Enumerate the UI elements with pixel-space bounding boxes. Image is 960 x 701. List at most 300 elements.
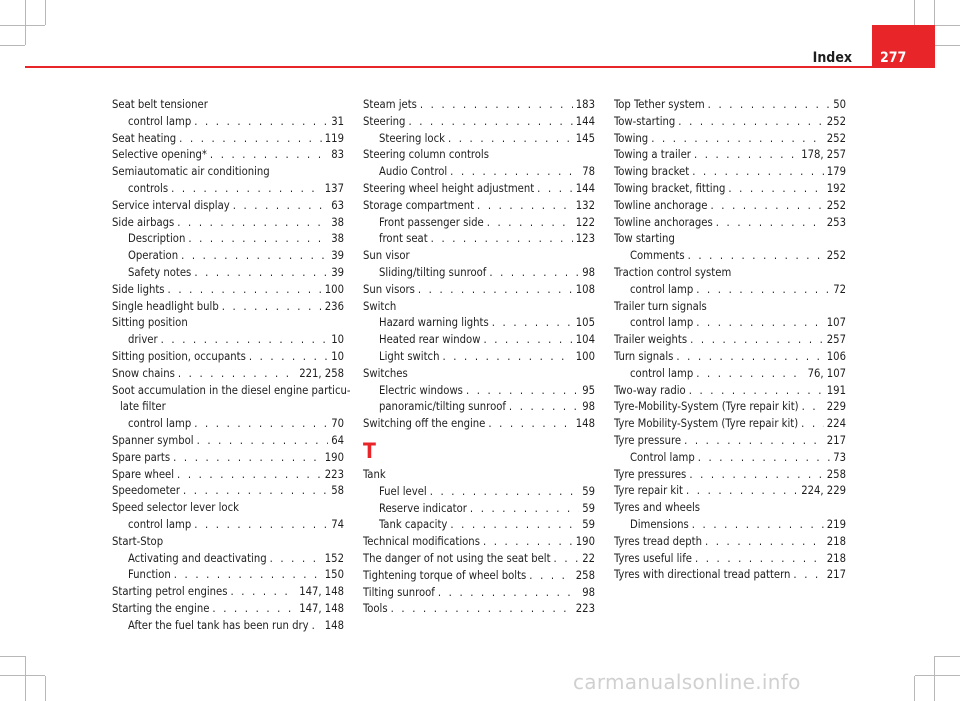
index-column-3 <box>614 97 846 584</box>
entry-term: Tools <box>363 602 388 616</box>
entry-term: Audio Control <box>379 165 448 179</box>
entry-term: panoramic/tilting sunroof <box>379 400 506 414</box>
entry-page-ref[interactable]: 119 <box>324 131 344 145</box>
dot-leader <box>438 585 579 602</box>
dot-leader <box>689 467 823 484</box>
header-rule <box>25 66 935 68</box>
entry-term: Activating and deactivating <box>128 551 267 565</box>
index-entry <box>112 349 344 366</box>
entry-term: Operation <box>128 249 179 263</box>
entry-page-ref[interactable]: 50 <box>833 98 846 111</box>
index-entry <box>614 433 846 450</box>
entry-term: Tyre repair kit <box>614 484 683 498</box>
dot-leader <box>688 248 824 265</box>
index-heading: Semiautomatic air conditioning <box>112 165 270 179</box>
index-subentry <box>363 501 595 518</box>
index-subentry <box>112 231 344 248</box>
index-subentry <box>363 332 595 349</box>
dot-leader <box>651 131 824 148</box>
index-entry <box>363 534 595 551</box>
dot-leader <box>537 181 573 198</box>
index-subentry <box>112 416 344 433</box>
entry-page-ref[interactable]: 252 <box>826 114 846 128</box>
dot-leader <box>177 467 322 484</box>
dot-leader <box>174 567 322 584</box>
dot-leader <box>222 299 322 316</box>
index-entry <box>614 483 846 500</box>
dot-leader <box>197 433 329 450</box>
dot-leader <box>802 399 824 416</box>
index-entry <box>614 131 846 148</box>
dot-leader <box>692 517 824 534</box>
entry-term: Tow-starting <box>614 114 676 128</box>
entry-term: Description <box>128 232 186 246</box>
entry-page-ref[interactable]: 74 <box>331 517 344 531</box>
entry-term: Storage compartment <box>363 198 475 212</box>
entry-term: controls <box>128 181 169 195</box>
entry-page-ref[interactable]: 31 <box>331 114 344 128</box>
entry-page-ref[interactable]: 223 <box>575 602 595 616</box>
index-entry <box>614 114 846 131</box>
index-heading: Start-Stop <box>112 534 164 548</box>
section-title: Index <box>812 50 852 66</box>
crop-mark <box>0 675 45 676</box>
crop-mark <box>914 676 915 701</box>
entry-page-ref[interactable]: 122 <box>575 215 595 229</box>
entry-page-ref[interactable]: 132 <box>575 198 595 212</box>
entry-term: Steam jets <box>363 98 417 111</box>
entry-page-ref[interactable]: 59 <box>582 501 595 515</box>
index-entry <box>614 416 846 433</box>
entry-page-ref[interactable]: 98 <box>582 265 595 279</box>
entry-page-ref[interactable]: 108 <box>575 282 595 296</box>
index-subentry <box>363 215 595 232</box>
index-entry <box>363 114 595 131</box>
entry-page-ref[interactable]: 10 <box>331 333 344 347</box>
entry-term: Top Tether system <box>614 98 705 111</box>
index-entry <box>112 450 344 467</box>
dot-leader <box>312 618 322 635</box>
dot-leader <box>676 349 823 366</box>
entry-page-ref[interactable]: 58 <box>331 484 344 498</box>
index-subentry <box>363 131 595 148</box>
index-heading: Tank <box>363 467 386 481</box>
dot-leader <box>194 416 328 433</box>
entry-term: Electric windows <box>379 383 463 397</box>
crop-mark <box>25 656 26 701</box>
entry-page-ref[interactable]: 178, 257 <box>801 148 846 162</box>
entry-term: Control lamp <box>630 450 695 464</box>
entry-term: Safety notes <box>128 265 192 279</box>
crop-mark <box>914 0 915 25</box>
crop-mark <box>935 45 960 46</box>
entry-page-ref[interactable]: 10 <box>331 349 344 363</box>
dot-leader <box>420 97 573 114</box>
entry-term: Starting the engine <box>112 601 210 615</box>
entry-term: Function <box>128 568 171 582</box>
dot-leader <box>483 332 572 349</box>
entry-term: control lamp <box>630 366 694 380</box>
entry-term: Dimensions <box>630 517 689 531</box>
entry-page-ref[interactable]: 252 <box>826 131 846 145</box>
watermark: carmanualsonline.info <box>573 670 801 694</box>
entry-term: control lamp <box>630 316 694 330</box>
entry-term: Towing bracket <box>614 165 690 179</box>
index-entry <box>614 399 846 416</box>
entry-page-ref[interactable]: 22 <box>582 551 595 565</box>
index-entry <box>614 349 846 366</box>
index-entry <box>363 568 595 585</box>
dot-leader <box>696 315 824 332</box>
dot-leader <box>212 601 296 618</box>
index-entry <box>363 282 595 299</box>
dot-leader <box>694 147 798 164</box>
dot-leader <box>705 534 824 551</box>
entry-page-ref[interactable]: 144 <box>575 114 595 128</box>
entry-page-ref[interactable]: 123 <box>575 232 595 246</box>
entry-term: Heated rear window <box>379 333 481 347</box>
dot-leader <box>391 601 573 618</box>
index-subentry <box>363 265 595 282</box>
dot-leader <box>489 265 579 282</box>
entry-page-ref[interactable]: 59 <box>582 518 595 532</box>
entry-page-ref[interactable]: 83 <box>331 148 344 162</box>
entry-page-ref[interactable]: 191 <box>826 383 846 397</box>
index-entry <box>614 181 846 198</box>
index-entry <box>614 215 846 232</box>
entry-page-ref[interactable]: 252 <box>826 249 846 263</box>
entry-page-ref[interactable]: 72 <box>833 282 846 296</box>
entry-page-ref[interactable]: 236 <box>324 299 344 313</box>
dot-leader <box>177 215 328 232</box>
entry-page-ref[interactable]: 218 <box>826 551 846 565</box>
dot-leader <box>711 198 824 215</box>
entry-page-ref[interactable]: 192 <box>826 181 846 195</box>
entry-page-ref[interactable]: 104 <box>575 333 595 347</box>
index-subentry <box>112 181 344 198</box>
entry-page-ref[interactable]: 73 <box>833 450 846 464</box>
entry-page-ref[interactable]: 217 <box>826 568 846 582</box>
index-subentry <box>112 551 344 568</box>
dot-leader <box>179 131 322 148</box>
dot-leader <box>450 164 579 181</box>
entry-term: control lamp <box>128 517 192 531</box>
entry-page-ref[interactable]: 217 <box>826 433 846 447</box>
entry-term: Light switch <box>379 349 440 363</box>
crop-mark <box>0 656 25 657</box>
dot-leader <box>801 416 824 433</box>
index-entry <box>112 147 344 164</box>
dot-leader <box>183 483 328 500</box>
index-subentry <box>363 349 595 366</box>
dot-leader <box>430 484 580 501</box>
index-entry <box>112 131 344 148</box>
index-heading: Trailer turn signals <box>614 299 707 313</box>
entry-term: Tilting sunroof <box>363 585 435 599</box>
entry-page-ref[interactable]: 107 <box>826 316 846 330</box>
index-column-1 <box>112 97 351 635</box>
entry-page-ref[interactable]: 148 <box>324 618 344 632</box>
dot-leader <box>509 399 579 416</box>
index-subentry <box>112 618 344 635</box>
index-column-2 <box>363 97 595 618</box>
entry-term: control lamp <box>128 417 192 431</box>
dot-leader <box>168 282 322 299</box>
index-subentry <box>363 164 595 181</box>
dot-leader <box>678 114 824 131</box>
crop-mark <box>0 25 45 26</box>
page-number: 277 <box>880 50 907 66</box>
dot-leader <box>692 164 824 181</box>
entry-term: Front passenger side <box>379 215 484 229</box>
index-heading: Tow starting <box>614 232 675 246</box>
dot-leader <box>698 450 830 467</box>
entry-term: Trailer weights <box>614 333 688 347</box>
entry-page-ref[interactable]: 95 <box>582 383 595 397</box>
entry-term: Towing a trailer <box>614 148 691 162</box>
entry-page-ref[interactable]: 144 <box>575 181 595 195</box>
index-heading: Switch <box>363 299 397 313</box>
entry-page-ref[interactable]: 224 <box>826 417 846 431</box>
entry-page-ref[interactable]: 98 <box>582 400 595 414</box>
dot-leader <box>173 450 322 467</box>
dot-leader <box>529 568 573 585</box>
entry-term: The danger of not using the seat belt <box>363 551 551 565</box>
dot-leader <box>194 517 328 534</box>
entry-page-ref[interactable]: 219 <box>826 517 846 531</box>
crop-mark <box>45 0 46 25</box>
crop-mark <box>934 656 935 701</box>
index-subentry <box>363 399 595 416</box>
dot-leader <box>554 551 580 568</box>
index-entry <box>614 147 846 164</box>
entry-term: driver <box>128 333 158 347</box>
entry-page-ref[interactable]: 98 <box>582 585 595 599</box>
entry-page-ref[interactable]: 190 <box>575 535 595 549</box>
entry-page-ref[interactable]: 183 <box>575 98 595 111</box>
entry-term: Service interval display <box>112 198 230 212</box>
entry-page-ref[interactable]: 105 <box>575 316 595 330</box>
entry-term: Speedometer <box>112 484 180 498</box>
dot-leader <box>793 567 823 584</box>
entry-term: Tyre Mobility-System (Tyre repair kit) <box>614 417 799 431</box>
index-entry <box>614 467 846 484</box>
index-heading-continued: late filter <box>120 400 166 414</box>
entry-term: control lamp <box>128 114 192 128</box>
index-entry <box>112 584 344 601</box>
crop-mark <box>25 0 26 45</box>
entry-term: Switching off the engine <box>363 417 486 431</box>
dot-leader <box>488 416 572 433</box>
index-entry <box>363 551 595 568</box>
entry-page-ref[interactable]: 258 <box>575 568 595 582</box>
entry-page-ref[interactable]: 229 <box>826 400 846 414</box>
entry-page-ref[interactable]: 76, 107 <box>807 366 846 380</box>
dot-leader <box>466 383 579 400</box>
index-subentry <box>363 231 595 248</box>
index-entry <box>614 97 846 114</box>
index-subentry <box>363 484 595 501</box>
entry-page-ref[interactable]: 63 <box>331 198 344 212</box>
entry-page-ref[interactable]: 190 <box>324 450 344 464</box>
dot-leader <box>171 181 322 198</box>
entry-term: Sliding/tilting sunroof <box>379 265 487 279</box>
entry-term: Tightening torque of wheel bolts <box>363 568 527 582</box>
entry-page-ref[interactable]: 253 <box>826 215 846 229</box>
entry-term: Reserve indicator <box>379 501 467 515</box>
entry-term: Single headlight bulb <box>112 299 219 313</box>
dot-leader <box>194 114 328 131</box>
index-heading: Switches <box>363 366 408 380</box>
crop-mark <box>45 676 46 701</box>
entry-term: Towing bracket, fitting <box>614 181 726 195</box>
dot-leader <box>231 584 297 601</box>
dot-leader <box>686 483 798 500</box>
dot-leader <box>470 501 579 518</box>
index-entry <box>112 366 344 383</box>
index-subentry <box>614 450 846 467</box>
entry-page-ref[interactable]: 147, 148 <box>299 601 344 615</box>
dot-leader <box>696 282 830 299</box>
index-entry <box>112 198 344 215</box>
dot-leader <box>708 97 831 114</box>
index-heading: Sitting position <box>112 316 188 330</box>
index-entry <box>614 567 846 584</box>
entry-term: Spare parts <box>112 450 171 464</box>
dot-leader <box>210 147 328 164</box>
dot-leader <box>431 231 573 248</box>
entry-page-ref[interactable]: 152 <box>324 551 344 565</box>
entry-term: Steering lock <box>379 131 445 145</box>
entry-page-ref[interactable]: 64 <box>331 433 344 447</box>
entry-page-ref[interactable]: 257 <box>826 333 846 347</box>
index-entry <box>363 585 595 602</box>
dot-leader <box>270 551 322 568</box>
entry-page-ref[interactable]: 148 <box>575 417 595 431</box>
dot-leader <box>487 215 573 232</box>
entry-page-ref[interactable]: 137 <box>324 181 344 195</box>
dot-leader <box>448 131 573 148</box>
entry-page-ref[interactable]: 39 <box>331 249 344 263</box>
dot-leader <box>442 349 572 366</box>
entry-term: Steering wheel height adjustment <box>363 181 535 195</box>
entry-page-ref[interactable]: 258 <box>826 467 846 481</box>
entry-term: Tyres useful life <box>614 551 692 565</box>
dot-leader <box>695 551 824 568</box>
crop-mark <box>935 656 960 657</box>
entry-term: Side airbags <box>112 215 175 229</box>
entry-page-ref[interactable]: 150 <box>324 568 344 582</box>
index-entry <box>363 601 595 618</box>
dot-leader <box>483 534 573 551</box>
entry-page-ref[interactable]: 59 <box>582 484 595 498</box>
dot-leader <box>477 198 573 215</box>
index-heading: Tyres and wheels <box>614 501 701 515</box>
entry-term: Tyres tread depth <box>614 534 702 548</box>
dot-leader <box>408 114 572 131</box>
index-subentry <box>614 315 846 332</box>
index-subentry <box>614 366 846 383</box>
entry-term: Snow chains <box>112 366 175 380</box>
dot-leader <box>418 282 573 299</box>
dot-leader <box>492 315 573 332</box>
entry-page-ref[interactable]: 100 <box>575 349 595 363</box>
dot-leader <box>188 231 328 248</box>
entry-page-ref[interactable]: 221, 258 <box>299 366 344 380</box>
entry-page-ref[interactable]: 38 <box>331 232 344 246</box>
dot-leader <box>689 383 824 400</box>
index-entry <box>363 416 595 433</box>
entry-term: Spanner symbol <box>112 433 194 447</box>
entry-term: Tank capacity <box>379 518 448 532</box>
dot-leader <box>684 433 824 450</box>
index-subentry <box>112 517 344 534</box>
index-entry <box>112 299 344 316</box>
entry-term: Towing <box>614 131 649 145</box>
entry-term: Hazard warning lights <box>379 316 489 330</box>
entry-page-ref[interactable]: 38 <box>331 215 344 229</box>
entry-term: Tyre pressures <box>614 467 687 481</box>
index-heading: Speed selector lever lock <box>112 501 239 515</box>
entry-page-ref[interactable]: 147, 148 <box>299 585 344 599</box>
index-letter-heading: T <box>363 438 376 463</box>
crop-mark <box>0 45 25 46</box>
entry-term: Technical modifications <box>363 535 480 549</box>
entry-page-ref[interactable]: 218 <box>826 534 846 548</box>
dot-leader <box>716 215 824 232</box>
entry-term: Sun visors <box>363 282 415 296</box>
index-entry <box>112 215 344 232</box>
entry-term: Starting petrol engines <box>112 585 228 599</box>
index-subentry <box>112 114 344 131</box>
entry-page-ref[interactable]: 224, 229 <box>801 484 846 498</box>
entry-term: Turn signals <box>614 349 674 363</box>
entry-page-ref[interactable]: 78 <box>582 165 595 179</box>
index-heading: Seat belt tensioner <box>112 98 208 111</box>
entry-page-ref[interactable]: 100 <box>324 282 344 296</box>
entry-term: Tyre pressure <box>614 433 682 447</box>
index-entry <box>614 164 846 181</box>
dot-leader <box>690 332 824 349</box>
index-entry <box>614 534 846 551</box>
index-subentry <box>614 282 846 299</box>
index-entry <box>112 282 344 299</box>
entry-term: Selective opening* <box>112 148 207 162</box>
entry-term: Side lights <box>112 282 165 296</box>
index-entry <box>614 383 846 400</box>
entry-page-ref[interactable]: 223 <box>324 467 344 481</box>
entry-term: control lamp <box>630 282 694 296</box>
entry-page-ref[interactable]: 252 <box>826 198 846 212</box>
entry-page-ref[interactable]: 70 <box>331 417 344 431</box>
entry-page-ref[interactable]: 39 <box>331 265 344 279</box>
entry-term: Towline anchorages <box>614 215 713 229</box>
index-subentry <box>112 567 344 584</box>
entry-page-ref[interactable]: 145 <box>575 131 595 145</box>
entry-page-ref[interactable]: 179 <box>826 165 846 179</box>
entry-term: Tyres with directional tread pattern <box>614 568 791 582</box>
index-heading: Soot accumulation in the diesel engine particu- <box>112 383 351 397</box>
entry-term: Comments <box>630 249 685 263</box>
entry-term: Sitting position, occupants <box>112 349 246 363</box>
dot-leader <box>450 517 579 534</box>
entry-term: Seat heating <box>112 131 177 145</box>
index-entry <box>614 198 846 215</box>
dot-leader <box>233 198 328 215</box>
entry-page-ref[interactable]: 106 <box>826 349 846 363</box>
dot-leader <box>161 332 329 349</box>
index-subentry <box>614 248 846 265</box>
